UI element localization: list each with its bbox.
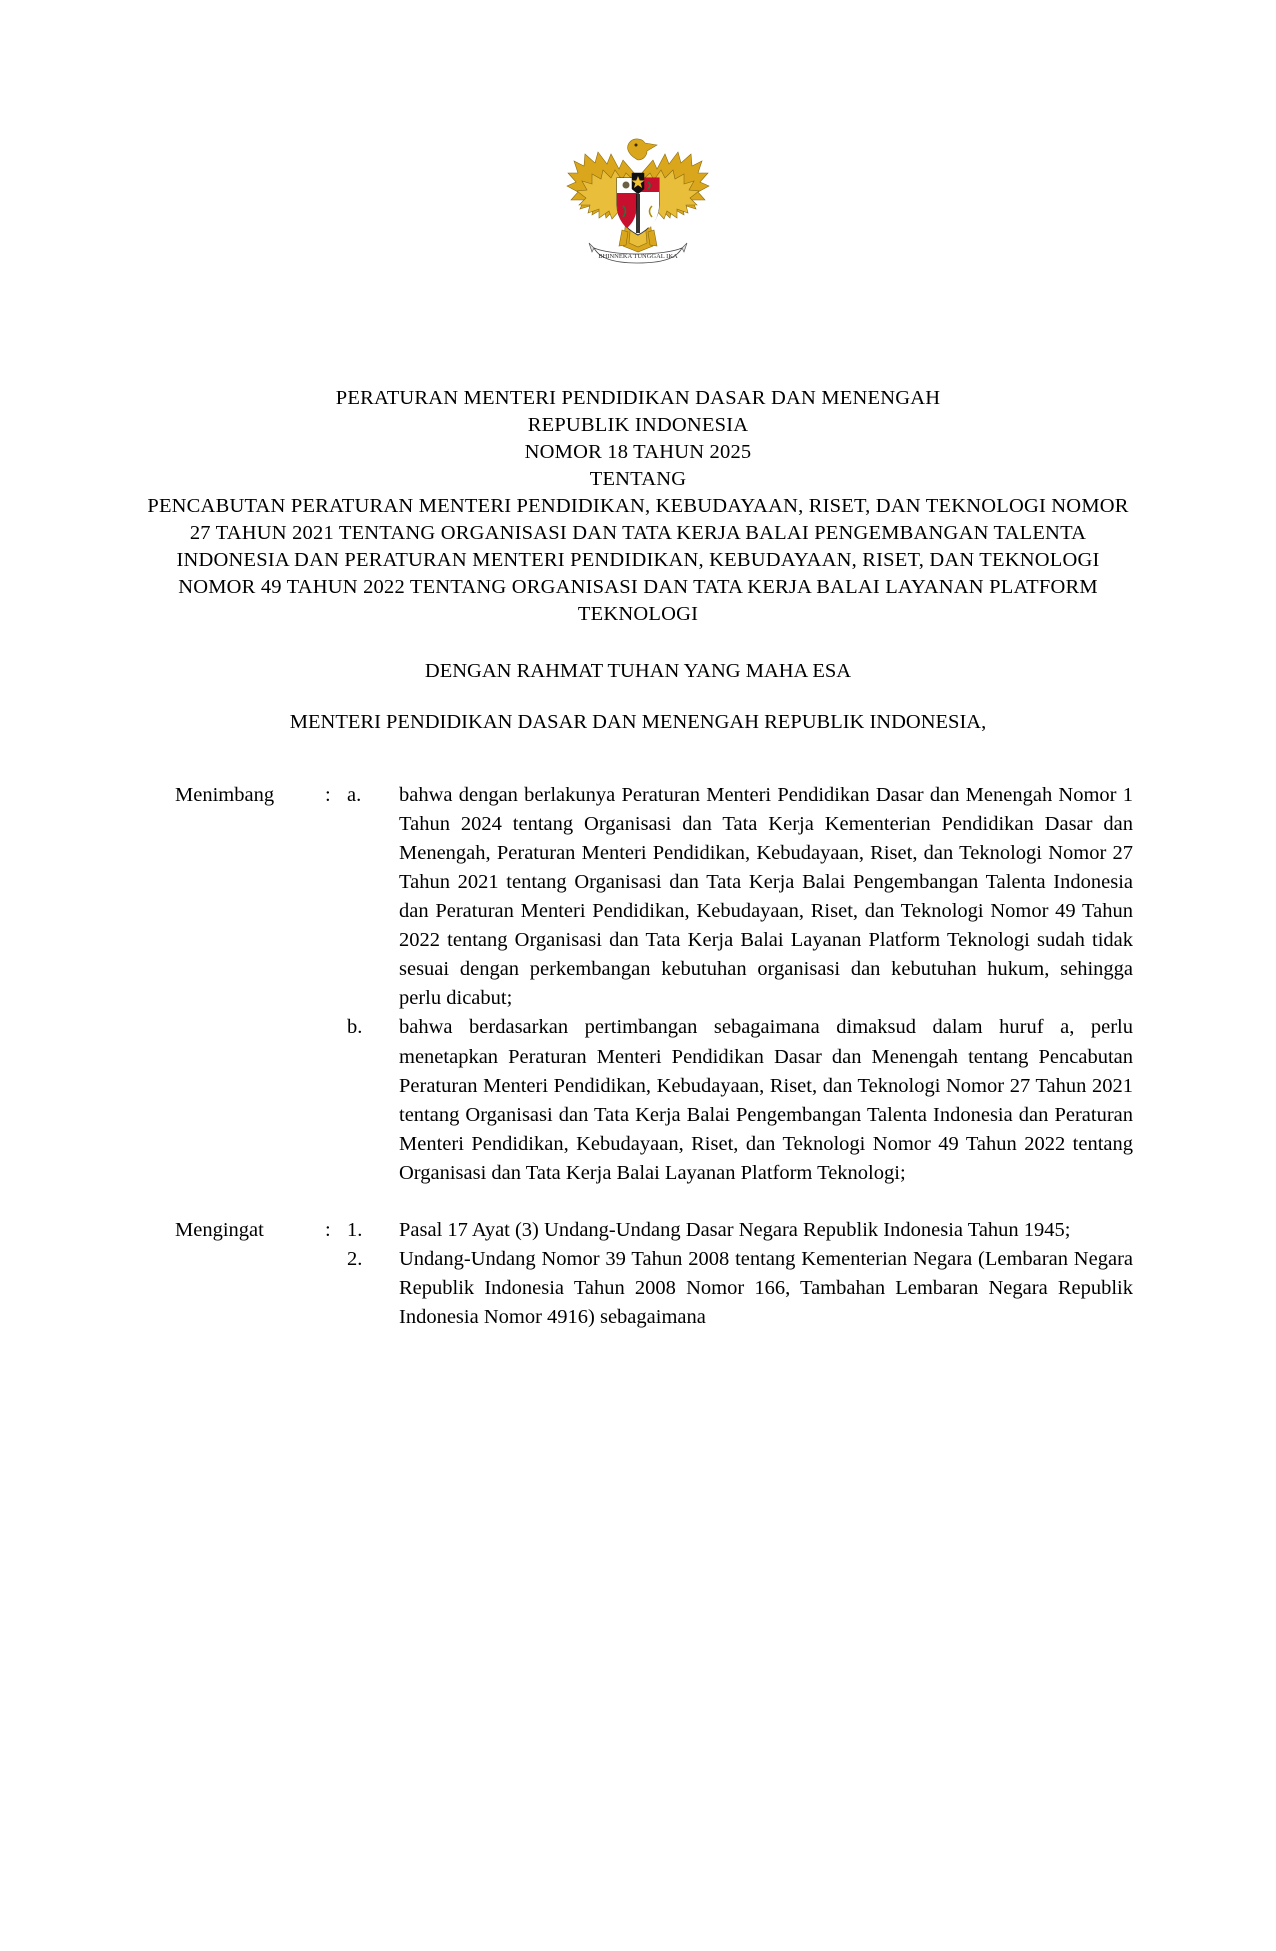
issuer-block xyxy=(143,709,1133,736)
emblem-motto-text: BHINNEKA TUNGGAL IKA xyxy=(598,253,678,260)
document-title xyxy=(143,275,1133,628)
title-line-4: TENTANG xyxy=(589,468,687,491)
emblem-container xyxy=(0,0,1276,275)
clause-row xyxy=(175,1245,1133,1332)
clause-colon: : xyxy=(325,1219,331,1242)
clause-label: Menimbang xyxy=(175,783,275,806)
title-line-2: REPUBLIK INDONESIA xyxy=(527,414,749,437)
garuda-pancasila-emblem xyxy=(563,130,713,275)
clause-row xyxy=(175,1013,1133,1188)
clause-marker: a. xyxy=(347,783,362,806)
spacer xyxy=(0,628,1276,658)
clause-text: bahwa berdasarkan pertimbangan sebagaimana dimaksud dalam huruf a, perlu menetapkan Peraturan Menteri Pendidikan Dasar dan Menengah tentang Pencabutan Peraturan Menteri Pendidikan, Kebudayaan, Riset, dan Teknologi Nomor 27 Tahun 2021 tentang Organisasi dan Tata Kerja Balai Pengembangan Talenta Indonesia dan Peraturan Menteri Pendidikan, Kebudayaan, Riset, dan Teknologi Nomor 49 Tahun 2022 tentang Organisasi dan Tata Kerja Balai Layanan Platform Teknologi; xyxy=(399,1016,1133,1184)
clause-row xyxy=(175,781,1133,1014)
issuer-line-1: MENTERI PENDIDIKAN DASAR DAN MENENGAH xyxy=(289,711,759,734)
clause-text: Pasal 17 Ayat (3) Undang-Undang Dasar Negara Republik Indonesia Tahun 1945; xyxy=(399,1219,1071,1242)
clause-colon: : xyxy=(325,783,331,806)
clause-marker: 1. xyxy=(347,1219,363,1242)
clause-marker: 2. xyxy=(347,1248,363,1271)
title-line-3: NOMOR 18 TAHUN 2025 xyxy=(524,441,752,464)
clause-section-menimbang xyxy=(143,781,1133,1189)
clause-row xyxy=(175,1216,1133,1245)
title-line-1: PERATURAN MENTERI PENDIDIKAN DASAR DAN MENENGAH xyxy=(335,387,941,409)
spacer xyxy=(0,1188,1276,1216)
blessing-line: DENGAN RAHMAT TUHAN YANG MAHA ESA xyxy=(424,660,852,683)
clause-label: Mengingat xyxy=(175,1219,264,1242)
issuer-line-2: REPUBLIK INDONESIA, xyxy=(764,711,987,734)
clause-marker: b. xyxy=(347,1016,363,1039)
clause-section-mengingat xyxy=(143,1216,1133,1332)
spacer xyxy=(0,737,1276,781)
title-subject: PENCABUTAN PERATURAN MENTERI PENDIDIKAN, KEBUDAYAAN, RISET, DAN TEKNOLOGI NOMOR 27 TAHUN 2021 TENTANG ORGANISASI DAN TATA KERJA BALAI PENGEMBANGAN TALENTA INDONESIA DAN PERATURAN MENTERI PENDIDIKAN, KEBUDAYAAN, RISET, DAN TEKNOLOGI NOMOR 49 TAHUN 2022 TENTANG ORGANISASI DAN TATA KERJA BALAI LAYANAN PLATFORM TEKNOLOGI xyxy=(147,495,1129,626)
spacer xyxy=(0,685,1276,709)
clause-text: Undang-Undang Nomor 39 Tahun 2008 tentang Kementerian Negara (Lembaran Negara Republik Indonesia Tahun 2008 Nomor 166, Tambahan Lembaran Negara Republik Indonesia Nomor 4916) sebagaimana xyxy=(399,1248,1133,1329)
clause-text: bahwa dengan berlakunya Peraturan Menteri Pendidikan Dasar dan Menengah Nomor 1 Tahun 2024 tentang Organisasi dan Tata Kerja Kementerian Pendidikan Dasar dan Menengah, Peraturan Menteri Pendidikan, Kebudayaan, Riset, dan Teknologi Nomor 27 Tahun 2021 tentang Organisasi dan Tata Kerja Balai Pengembangan Talenta Indonesia dan Peraturan Menteri Pendidikan, Kebudayaan, Riset, dan Teknologi Nomor 49 Tahun 2022 tentang Organisasi dan Tata Kerja Balai Layanan Platform Teknologi sudah tidak sesuai dengan perkembangan kebutuhan organisasi dan kebutuhan hukum, sehingga perlu dicabut; xyxy=(399,783,1133,1010)
